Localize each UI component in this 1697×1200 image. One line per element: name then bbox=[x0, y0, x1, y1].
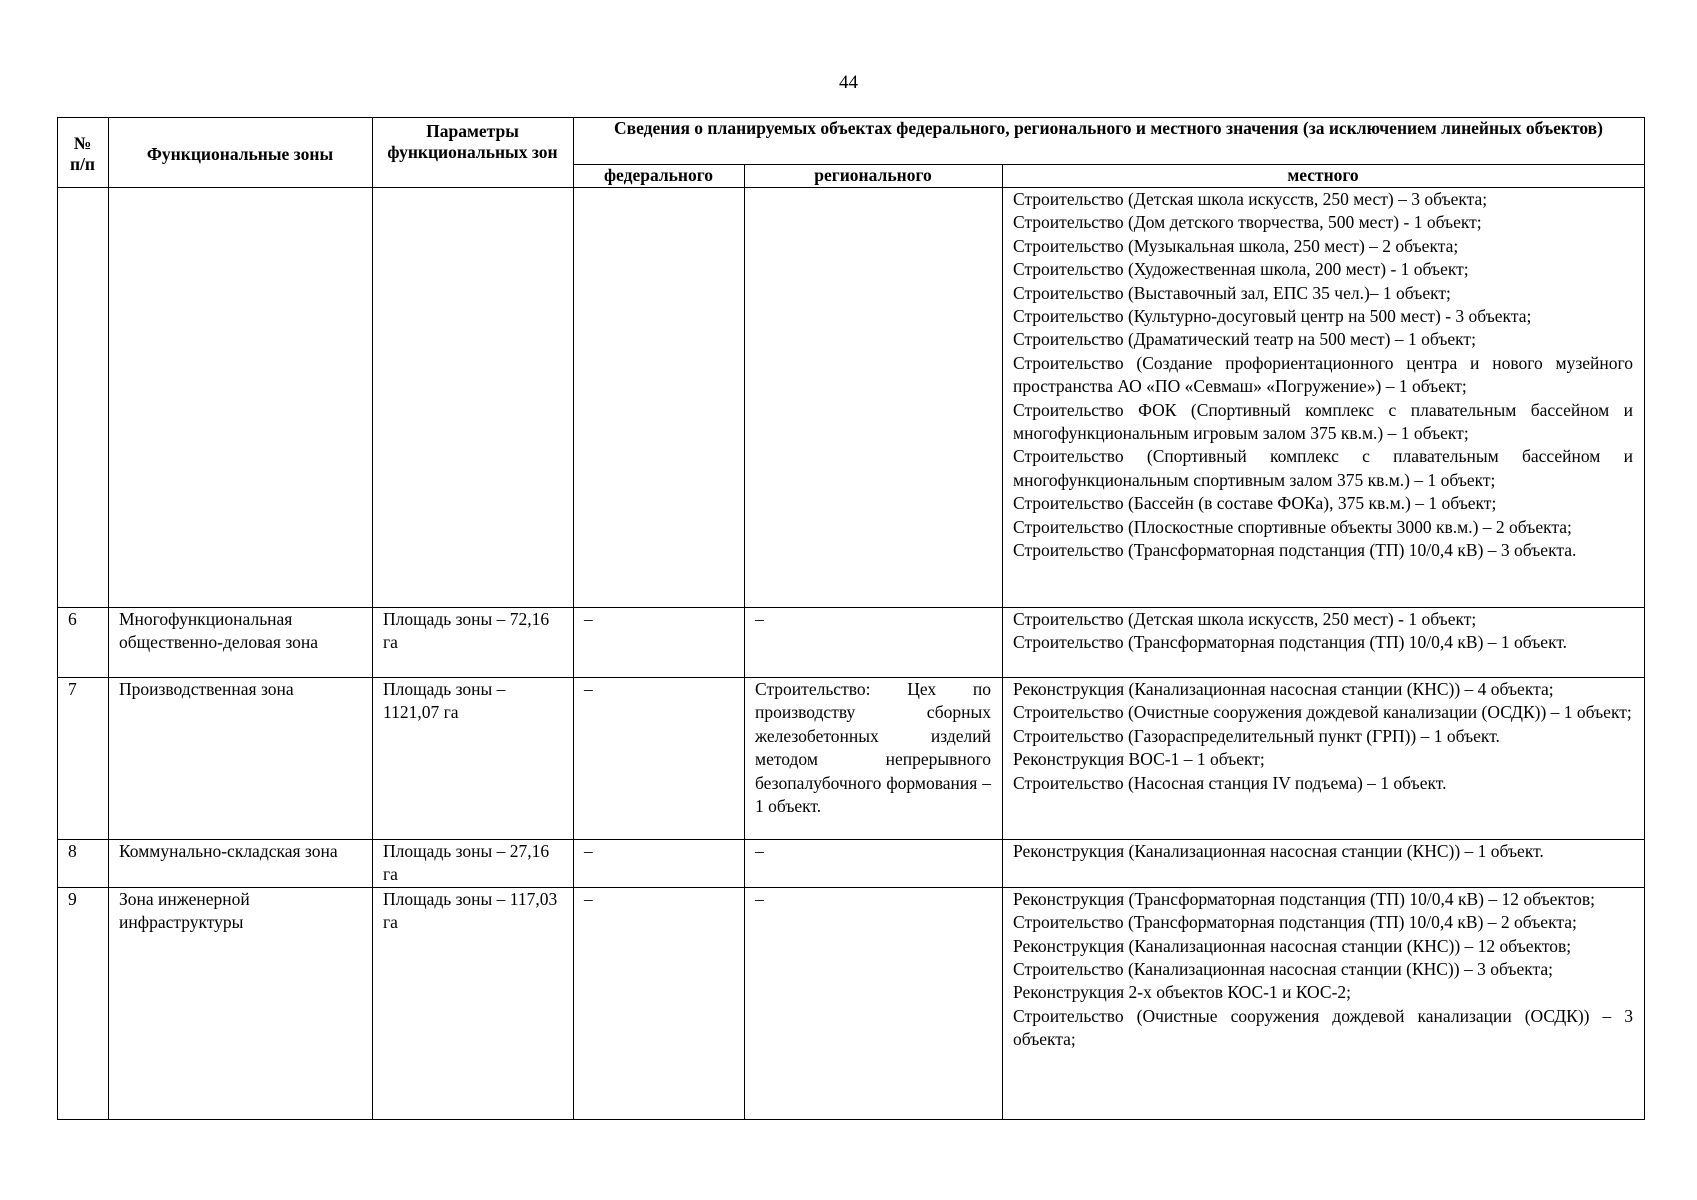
page-number: 44 bbox=[839, 72, 858, 93]
row-number: 7 bbox=[58, 678, 109, 840]
local-object-item: Строительство (Спортивный комплекс с плавательным бассейном и многофункциональным спортивным залом 375 кв.м.) – 1 объект; bbox=[1013, 446, 1633, 490]
local-object-item: Реконструкция (Канализационная насосная станции (КНС)) – 1 объект. bbox=[1013, 841, 1544, 861]
regional-objects: – bbox=[745, 840, 1003, 888]
local-object-item: Строительство (Выставочный зал, ЕПС 35 чел.)– 1 объект; bbox=[1013, 282, 1451, 303]
local-object-item: Строительство (Канализационная насосная станции (КНС)) – 3 объекта; bbox=[1013, 959, 1554, 980]
federal-objects: – bbox=[574, 608, 745, 678]
table-body bbox=[58, 188, 1645, 1120]
federal-objects: – bbox=[574, 840, 745, 888]
regional-objects: Строительство: Цех по производству сборных железобетонных изделий методом непрерывного безопалубочного формования – 1 объект. bbox=[745, 678, 1003, 840]
local-object-item: Строительство (Газораспределительный пункт (ГРП)) – 1 объект. bbox=[1013, 725, 1500, 746]
local-object-item: Строительство (Трансформаторная подстанция (ТП) 10/0,4 кВ) – 2 объекта; bbox=[1013, 912, 1577, 933]
zone-name: Коммунально-складская зона bbox=[109, 840, 373, 888]
local-objects bbox=[1003, 678, 1645, 840]
regional-objects: – bbox=[745, 608, 1003, 678]
zone-params: Площадь зоны – 1121,07 га bbox=[373, 678, 574, 840]
zone-name: Зона инженерной инфраструктуры bbox=[109, 887, 373, 1119]
header-params: Параметры функциональных зон bbox=[373, 118, 574, 188]
row-number: 8 bbox=[58, 840, 109, 888]
local-object-item: Строительство (Музыкальная школа, 250 мест) – 2 объекта; bbox=[1013, 235, 1459, 256]
header-num: № п/п bbox=[58, 118, 109, 188]
zones-table bbox=[57, 117, 1645, 1120]
table-row bbox=[58, 840, 1645, 888]
local-object-item: Реконструкция (Канализационная насосная станции (КНС)) – 12 объектов; bbox=[1013, 935, 1572, 956]
row-number bbox=[58, 188, 109, 608]
local-object-item: Реконструкция ВОС-1 – 1 объект; bbox=[1013, 749, 1265, 770]
local-object-item: Строительство ФОК (Спортивный комплекс с плавательным бассейном и многофункциональным игровым залом 375 кв.м.) – 1 объект; bbox=[1013, 399, 1633, 444]
federal-objects bbox=[574, 188, 745, 608]
zone-params: Площадь зоны – 117,03 га bbox=[373, 887, 574, 1119]
row-number: 9 bbox=[58, 887, 109, 1119]
local-object-item: Реконструкция (Канализационная насосная станции (КНС)) – 4 объекта; bbox=[1013, 679, 1554, 699]
header-info: Сведения о планируемых объектах федерального, регионального и местного значения (за исключением линейных объектов) bbox=[574, 118, 1645, 165]
zone-name: Производственная зона bbox=[109, 678, 373, 840]
local-objects bbox=[1003, 840, 1645, 888]
local-object-item: Строительство (Плоскостные спортивные объекты 3000 кв.м.) – 2 объекта; bbox=[1013, 516, 1572, 537]
local-object-item: Реконструкция 2-х объектов КОС-1 и КОС-2; bbox=[1013, 982, 1352, 1003]
local-object-item: Строительство (Трансформаторная подстанция (ТП) 10/0,4 кВ) – 1 объект. bbox=[1013, 632, 1568, 653]
local-object-item: Строительство (Очистные сооружения дождевой канализации (ОСДК)) – 3 объекта; bbox=[1013, 1005, 1633, 1050]
local-objects bbox=[1003, 188, 1645, 608]
table-row bbox=[58, 188, 1645, 608]
zone-params: Площадь зоны – 72,16 га bbox=[373, 608, 574, 678]
row-number: 6 bbox=[58, 608, 109, 678]
table-row bbox=[58, 678, 1645, 840]
header-regional: регионального bbox=[745, 165, 1003, 188]
local-object-item: Строительство (Создание профориентационного центра и нового музейного пространства АО «ПО «Севмаш» «Погружение») – 1 объект; bbox=[1013, 352, 1633, 397]
local-object-item: Строительство (Художественная школа, 200 мест) - 1 объект; bbox=[1013, 259, 1469, 280]
table-row bbox=[58, 608, 1645, 678]
zone-name: Многофункциональная общественно-деловая зона bbox=[109, 608, 373, 678]
header-federal: федерального bbox=[574, 165, 745, 188]
zone-params bbox=[373, 188, 574, 608]
zone-params: Площадь зоны – 27,16 га bbox=[373, 840, 574, 888]
local-object-item: Строительство (Очистные сооружения дождевой канализации (ОСДК)) – 1 объект; bbox=[1013, 702, 1632, 723]
local-object-item: Строительство (Бассейн (в составе ФОКа), 375 кв.м.) – 1 объект; bbox=[1013, 493, 1497, 514]
local-object-item: Строительство (Дом детского творчества, 500 мест) - 1 объект; bbox=[1013, 212, 1482, 233]
regional-objects: – bbox=[745, 887, 1003, 1119]
local-object-item: Строительство (Детская школа искусств, 250 мест) - 1 объект; bbox=[1013, 609, 1477, 629]
local-objects bbox=[1003, 887, 1645, 1119]
local-object-item: Строительство (Драматический театр на 500 мест) – 1 объект; bbox=[1013, 329, 1476, 350]
local-object-item: Строительство (Насосная станция IV подъема) – 1 объект. bbox=[1013, 772, 1447, 793]
local-objects bbox=[1003, 608, 1645, 678]
federal-objects: – bbox=[574, 887, 745, 1119]
local-object-item: Строительство (Детская школа искусств, 250 мест) – 3 объекта; bbox=[1013, 189, 1488, 209]
regional-objects bbox=[745, 188, 1003, 608]
header-row bbox=[58, 118, 1645, 165]
federal-objects: – bbox=[574, 678, 745, 840]
table-row bbox=[58, 887, 1645, 1119]
local-object-item: Реконструкция (Трансформаторная подстанция (ТП) 10/0,4 кВ) – 12 объектов; bbox=[1013, 888, 1595, 909]
zone-name bbox=[109, 188, 373, 608]
local-object-item: Строительство (Культурно-досуговый центр на 500 мест) - 3 объекта; bbox=[1013, 306, 1532, 327]
local-object-item: Строительство (Трансформаторная подстанция (ТП) 10/0,4 кВ) – 3 объекта. bbox=[1013, 540, 1577, 561]
header-zones: Функциональные зоны bbox=[109, 118, 373, 188]
header-local: местного bbox=[1003, 165, 1645, 188]
